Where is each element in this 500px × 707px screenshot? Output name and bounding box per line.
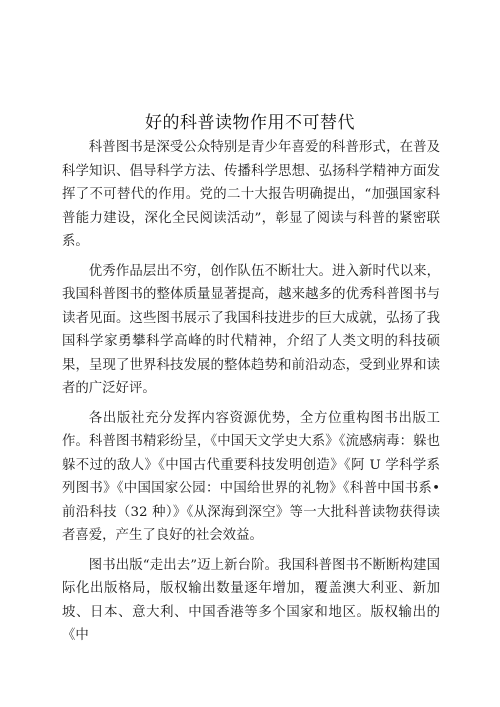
- paragraph: 图书出版“走出去”迈上新台阶。我国科普图书不断断构建国际化出版格局，版权输出数量逐年增加，覆盖澳大利亚、新加坡、日本、意大利、中国香港等多个国家和地区。版权输出的《中: [62, 557, 440, 643]
- paragraph: 科普图书是深受公众特别是青少年喜爱的科普形式，在普及科学知识、倡导科学方法、传播科学思想、弘扬科学精神方面发挥了不可替代的作用。党的二十大报告明确提出，“加强国家科普能力建设，深化全民阅读活动”，彰显了阅读与科普的紧密联系。: [62, 140, 440, 249]
- article-body: [62, 136, 440, 654]
- article-title: 好的科普读物作用不可替代: [145, 113, 355, 133]
- paragraph: 优秀作品层出不穷，创作队伍不断壮大。进入新时代以来，我国科普图书的整体质量显著提高，越来越多的优秀科普图书与读者见面。这些图书展示了我国科技进步的巨大成就，弘扬了我国科学家勇攀科学高峰的时代精神，介绍了人类文明的科技硕果，呈现了世界科技发展的整体趋势和前沿动态，受到业界和读者的广泛好评。: [62, 263, 440, 396]
- paragraph: 各出版社充分发挥内容资源优势，全方位重构图书出版工作。科普图书精彩纷呈，《中国天文学史大系》《流感病毒：躲也躲不过的敌人》《中国古代重要科技发明创造》《阿 U 学科学系列图书》《中国国家公园：中国给世界的礼物》《科普中国书系•前沿科技（32 种）》《从深海到深空》等一大批科普读物获得读者喜爱，产生了良好的社会效益。: [62, 410, 440, 543]
